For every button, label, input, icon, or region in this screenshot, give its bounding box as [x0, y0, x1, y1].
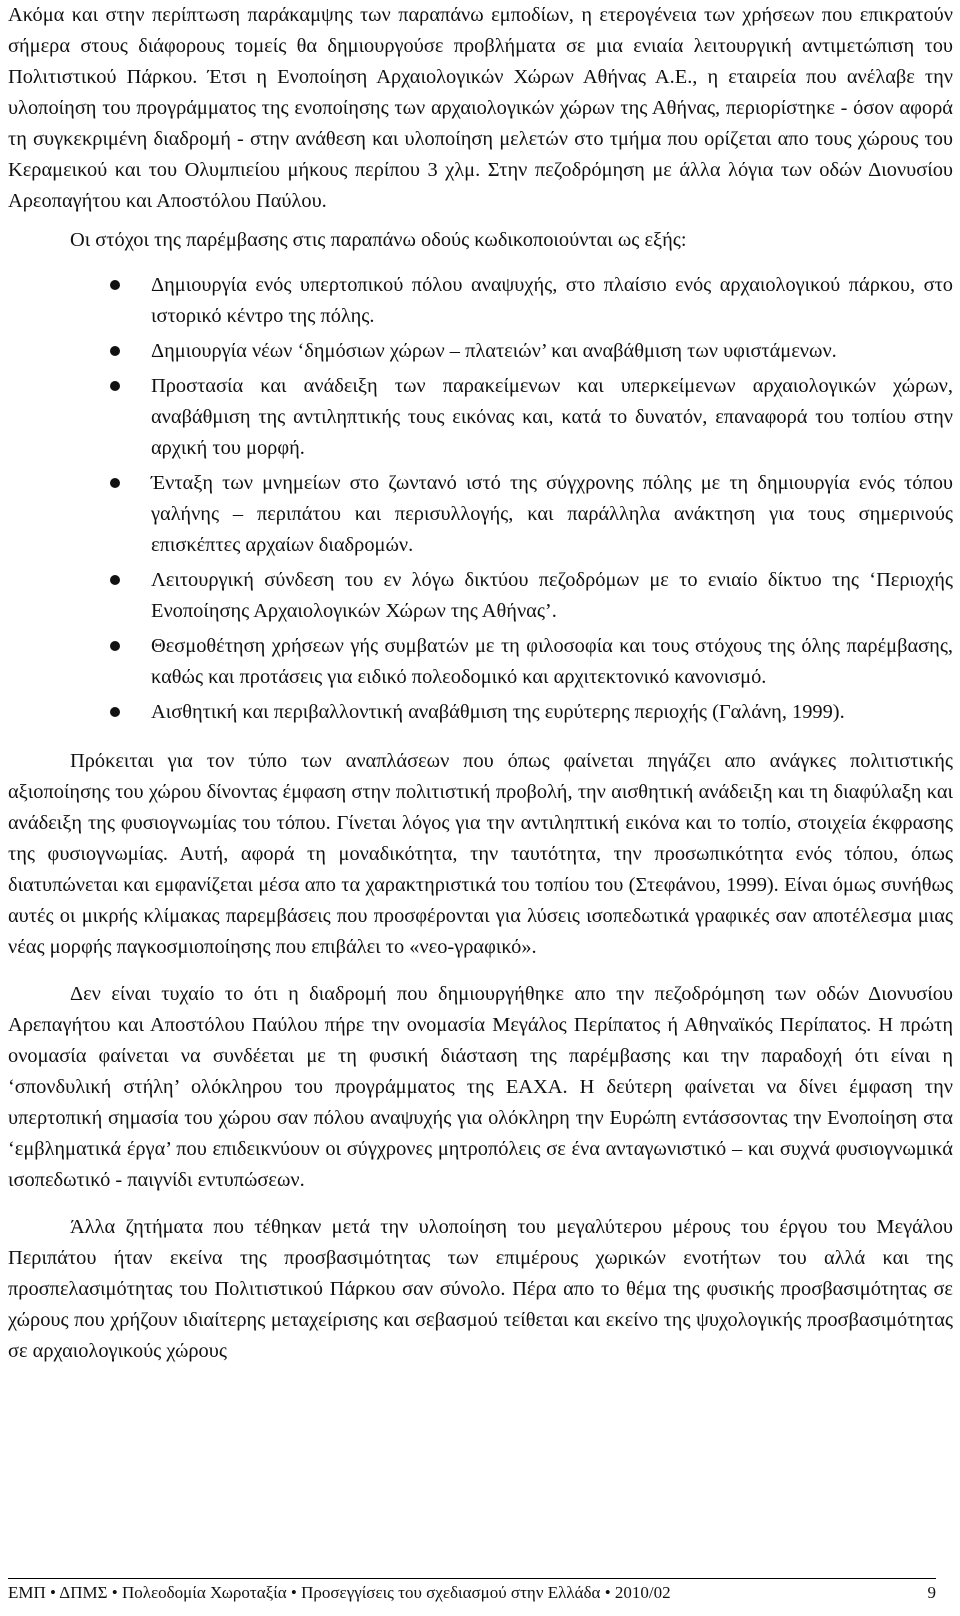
bullet-icon [110, 346, 120, 356]
paragraph-accessibility: Άλλα ζητήματα που τέθηκαν μετά την υλοποίηση του μεγαλύτερου μέρους του έργου του Μεγάλου Περιπάτου ήταν εκείνα της προσβασιμότητας των επιμέρους χωρικών ενοτήτων του αλλά και της προσπελασιμότητας του Πολιτιστικού Πάρκου σαν σύνολο. Πέρα απο το θέμα της φυσικής προσβασιμότητας σε χώρους που χρήζουν ιδιαίτερης μεταχείρισης και σεβασμού τείθεται και εκείνο της ψυχολογικής προσβασιμότητας σε αρχαιολογικούς χώρους [8, 1216, 953, 1362]
bullet-icon [110, 641, 120, 651]
list-item: Ένταξη των μνημείων στο ζωντανό ιστό της σύγχρονης πόλης με τη δημιουργία ενός τόπου γαλήνης – περιπάτου και περισυλλογής, και παράλληλα ανάκτηση για τους σημερινούς επισκέπτες αρχαίων διαδρομών. [8, 468, 953, 561]
bullet-icon [110, 381, 120, 391]
page-footer [8, 1578, 936, 1604]
page-number: 9 [927, 1583, 936, 1602]
list-item: Λειτουργική σύνδεση του εν λόγω δικτύου πεζοδρόμων με το ενιαίο δίκτυο της ‘Περιοχής Ενοποίησης Αρχαιολογικών Χώρων της Αθήνας’. [8, 565, 953, 627]
list-item: Αισθητική και περιβαλλοντική αναβάθμιση της ευρύτερης περιοχής (Γαλάνη, 1999). [8, 697, 953, 728]
bullet-icon [110, 478, 120, 488]
paragraph-goals-intro: Οι στόχοι της παρέμβασης στις παραπάνω οδούς κωδικοποιούνται ως εξής: [70, 229, 687, 251]
paragraph-regeneration-type: Πρόκειται για τον τύπο των αναπλάσεων που όπως φαίνεται πηγάζει απο ανάγκες πολιτιστικής αξιοποίησης του χώρου δίνοντας έμφαση στην πολιτιστική προβολή, την αισθητική ανάδειξη και τη διαφύλαξη και ανάδειξη της φυσιογνωμίας του τόπου. Γίνεται λόγος για την αντιληπτική εικόνα και το τοπίο, στοιχεία έκφρασης της φυσιογνωμίας. Αυτή, αφορά τη μοναδικότητα, την ταυτότητα, την προσωπικότητα ενός τόπου, όπως διατυπώνεται και εμφανίζεται μέσα απο τα χαρακτηριστικά του τοπίου του (Στεφάνου, 1999). Είναι όμως συνήθως αυτές οι μικρής κλίμακας παρεμβάσεις που προσφέρονται για λύσεις ισοπεδωτικά γραφικές σαν αποτέλεσμα μιας νέας μορφής παγκοσμιοποίησης που επιβάλει το «νεο-γραφικό». [8, 750, 953, 958]
bullet-icon [110, 575, 120, 585]
list-item: Δημιουργία ενός υπερτοπικού πόλου αναψυχής, στο πλαίσιο ενός αρχαιολογικού πάρκου, στο ιστορικό κέντρο της πόλης. [8, 270, 953, 332]
list-item: Δημιουργία νέων ‘δημόσιων χώρων – πλατειών’ και αναβάθμιση των υφιστάμενων. [8, 336, 953, 367]
document-page [8, 0, 953, 1367]
goals-list [8, 270, 953, 728]
list-item: Προστασία και ανάδειξη των παρακείμενων και υπερκείμενων αρχαιολογικών χώρων, αναβάθμιση της αντιληπτικής τους εικόνας και, κατά το δυνατόν, επαναφορά του τοπίου στην αρχική του μορφή. [8, 371, 953, 464]
list-item: Θεσμοθέτηση χρήσεων γής συμβατών με τη φιλοσοφία και τους στόχους της όλης παρέμβασης, καθώς και προτάσεις για ειδικό πολεοδομικό και αρχιτεκτονικό κανονισμό. [8, 631, 953, 693]
footer-text: ΕΜΠ • ΔΠΜΣ • Πολεοδομία Χωροταξία • Προσεγγίσεις του σχεδιασμού στην Ελλάδα • 2010/02 [8, 1583, 671, 1602]
paragraph-naming: Δεν είναι τυχαίο το ότι η διαδρομή που δημιουργήθηκε απο την πεζοδρόμηση των οδών Διονυσίου Αρεπαγήτου και Αποστόλου Παύλου πήρε την ονομασία Μεγάλος Περίπατος ή Αθηναϊκός Περίπατος. Η πρώτη ονομασία φαίνεται να συνδέεται με τη φυσική διάσταση της παρέμβασης και την παραδοχή ότι είναι η ‘σπονδυλική στήλη’ ολόκληρου του προγράμματος της ΕΑΧΑ. Η δεύτερη φαίνεται να δίνει έμφαση την υπερτοπική σημασία του χώρου σαν πόλου αναψυχής για ολόκληρη την Ευρώπη εντάσσοντας την Ενοποίηση στα ‘εμβληματικά έργα’ που επιδεικνύουν οι σύγχρονες μητροπόλεις σε ένα ανταγωνιστικό – και συχνά φυσιογνωμικά ισοπεδωτικό - παιγνίδι εντυπώσεων. [8, 983, 953, 1191]
bullet-icon [110, 280, 120, 290]
bullet-icon [110, 707, 120, 717]
paragraph-access-obstacles: Ακόμα και στην περίπτωση παράκαμψης των παραπάνω εμποδίων, η ετερογένεια των χρήσεων που επικρατούν σήμερα στους διάφορους τομείς θα δημιουργούσε προβλήματα σε μια ενιαία λειτουργική αντιμετώπιση του Πολιτιστικού Πάρκου. Έτσι η Ενοποίηση Αρχαιολογικών Χώρων Αθήνας Α.Ε., η εταιρεία που ανέλαβε την υλοποίηση του προγράμματος της ενοποίησης των αρχαιολογικών χώρων της Αθήνας, περιορίστηκε - όσον αφορά τη συγκεκριμένη διαδρομή - στην ανάθεση και υλοποίηση μελετών στο τμήμα που ορίζεται απο τους χώρους του Κεραμεικού και του Ολυμπιείου μήκους περίπου 3 χλμ. Στην πεζοδρόμηση με άλλα λόγια των οδών Διονυσίου Αρεοπαγήτου και Αποστόλου Παύλου. [8, 4, 953, 212]
